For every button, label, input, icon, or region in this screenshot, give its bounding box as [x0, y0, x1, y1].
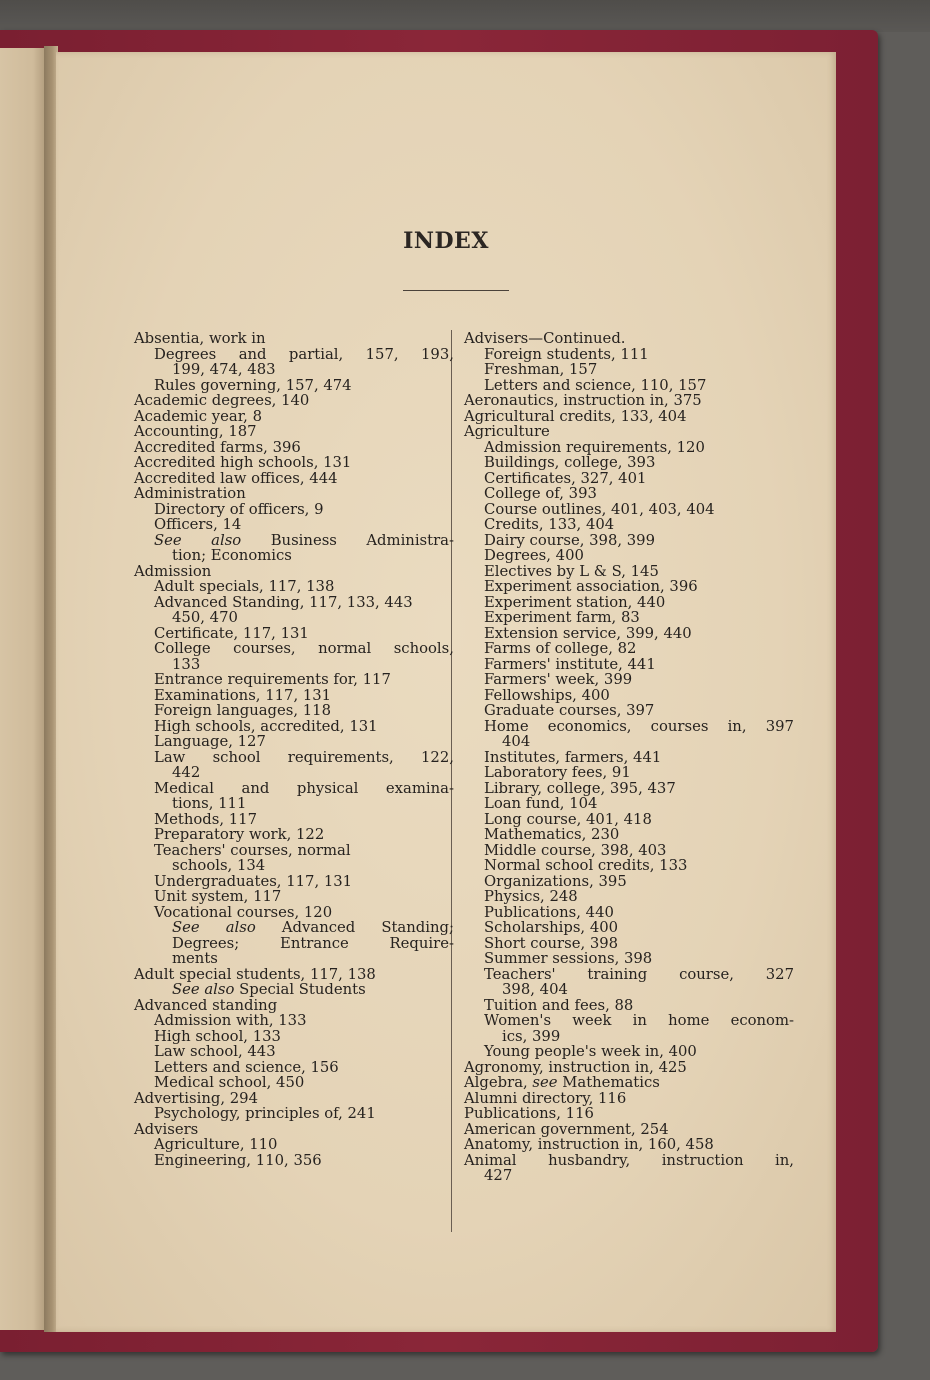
index-entry: Advisers—Continued. [464, 330, 626, 347]
index-entry: Institutes, farmers, 441 [484, 748, 662, 766]
index-entry: High schools, accredited, 131 [154, 717, 378, 735]
index-entry: Foreign languages, 118 [154, 702, 332, 719]
index-entry: tions, 111 [172, 795, 247, 812]
title-rule [403, 290, 509, 291]
index-entry: Loan fund, 104 [484, 795, 598, 812]
index-entry: Extension service, 399, 440 [484, 624, 692, 642]
index-entry: Language, 127 [154, 733, 266, 750]
index-entry: College courses, normal schools, [154, 640, 454, 657]
index-entry: Algebra, see Mathematics [464, 1074, 660, 1091]
index-entry: Adult special students, 117, 138 [134, 965, 376, 983]
index-entry: Accounting, 187 [134, 423, 257, 440]
index-entry: Buildings, college, 393 [484, 454, 656, 471]
index-entry: Anatomy, instruction in, 160, 458 [464, 1136, 714, 1153]
index-entry: Accredited high schools, 131 [134, 454, 352, 471]
index-entry: Adult specials, 117, 138 [154, 578, 335, 595]
index-column-right [464, 331, 794, 1184]
index-entry: Publications, 440 [484, 903, 614, 921]
index-entry: Advanced standing [134, 996, 278, 1014]
index-entry: Farms of college, 82 [484, 640, 637, 657]
index-entry: 442 [172, 764, 201, 781]
index-entry: See also Business Administra- [154, 531, 454, 549]
index-entry: Methods, 117 [154, 810, 258, 828]
index-entry: Accredited law offices, 444 [134, 469, 338, 487]
index-entry: Degrees; Entrance Require- [172, 934, 454, 952]
index-entry: Farmers' institute, 441 [484, 655, 656, 673]
index-entry: Young people's week in, 400 [484, 1043, 697, 1060]
index-entry: Administration [134, 485, 246, 502]
index-entry: Dairy course, 398, 399 [484, 531, 656, 549]
index-entry: Teachers' courses, normal [154, 841, 351, 859]
index-entry: 427 [484, 1167, 513, 1184]
index-entry: Medical school, 450 [154, 1074, 305, 1091]
index-entry: schools, 134 [172, 857, 266, 874]
index-entry: Admission requirements, 120 [484, 438, 705, 456]
index-entry: Certificate, 117, 131 [154, 624, 309, 642]
index-entry: Letters and science, 110, 157 [484, 376, 707, 394]
index-entry: Undergraduates, 117, 131 [154, 872, 353, 890]
index-entry: Agronomy, instruction in, 425 [464, 1058, 687, 1076]
index-entry: Home economics, courses in, 397 [484, 717, 794, 735]
previous-page-edge [0, 48, 44, 1330]
index-entry: Admission [134, 562, 212, 580]
index-entry: Alumni directory, 116 [464, 1089, 627, 1107]
index-entry: tion; Economics [172, 547, 292, 564]
index-entry: Accredited farms, 396 [134, 438, 301, 456]
index-entry: College of, 393 [484, 485, 597, 502]
index-entry: Admission with, 133 [154, 1012, 307, 1029]
index-entry: Letters and science, 156 [154, 1058, 339, 1076]
index-entry: 398, 404 [502, 981, 568, 998]
index-entry: Academic degrees, 140 [134, 392, 310, 409]
index-entry: Agriculture [464, 423, 550, 440]
index-entry: Advertising, 294 [134, 1089, 259, 1107]
index-entry: Examinations, 117, 131 [154, 686, 332, 704]
index-entry: High school, 133 [154, 1027, 281, 1045]
index-entry: Agriculture, 110 [154, 1136, 278, 1153]
index-entry: Teachers' training course, 327 [484, 965, 794, 983]
index-entry: Absentia, work in [134, 330, 266, 347]
index-entry: Experiment association, 396 [484, 578, 698, 595]
page-title: INDEX [403, 228, 489, 254]
index-entry: Vocational courses, 120 [154, 903, 333, 921]
index-entry: Advanced Standing, 117, 133, 443 [154, 593, 413, 611]
index-entry: Scholarships, 400 [484, 919, 619, 936]
index-entry: American government, 254 [464, 1120, 669, 1138]
index-entry: 199, 474, 483 [172, 361, 276, 378]
index-entry: See also Advanced Standing; [172, 919, 454, 936]
index-entry: Certificates, 327, 401 [484, 469, 647, 487]
index-entry: 450, 470 [172, 609, 238, 626]
index-entry: Organizations, 395 [484, 872, 627, 890]
index-entry: Law school requirements, 122, [154, 748, 454, 766]
index-entry: Farmers' week, 399 [484, 671, 633, 688]
index-entry: Electives by L & S, 145 [484, 562, 659, 580]
index-entry: Short course, 398 [484, 934, 619, 952]
index-entry: Normal school credits, 133 [484, 857, 688, 874]
index-entry: Laboratory fees, 91 [484, 764, 631, 781]
index-entry: Preparatory work, 122 [154, 826, 325, 843]
index-entry: 404 [502, 733, 531, 750]
index-entry: See also Special Students [172, 981, 366, 998]
index-entry: Physics, 248 [484, 888, 578, 905]
index-entry: Aeronautics, instruction in, 375 [464, 392, 702, 409]
index-entry: Psychology, principles of, 241 [154, 1105, 376, 1122]
index-entry: Advisers [134, 1120, 199, 1138]
index-entry: Long course, 401, 418 [484, 810, 652, 828]
index-page [56, 52, 836, 1332]
index-entry: Mathematics, 230 [484, 826, 620, 843]
index-entry: Animal husbandry, instruction in, [464, 1151, 794, 1169]
index-entry: Unit system, 117 [154, 888, 282, 905]
index-entry: ics, 399 [502, 1027, 561, 1045]
index-entry: Publications, 116 [464, 1105, 594, 1122]
index-entry: ments [172, 950, 218, 967]
index-entry: Middle course, 398, 403 [484, 841, 667, 859]
index-entry: Academic year, 8 [134, 407, 262, 425]
index-entry: Course outlines, 401, 403, 404 [484, 500, 715, 518]
index-entry: Engineering, 110, 356 [154, 1151, 322, 1169]
index-entry: Entrance requirements for, 117 [154, 671, 391, 688]
index-entry: Degrees and partial, 157, 193, [154, 345, 454, 363]
index-entry: Tuition and fees, 88 [484, 996, 634, 1014]
index-entry: Medical and physical examina- [154, 779, 454, 797]
index-entry: Law school, 443 [154, 1043, 276, 1060]
background-top [0, 0, 930, 32]
index-entry: Degrees, 400 [484, 547, 584, 564]
index-entry: Officers, 14 [154, 516, 242, 533]
index-entry: Experiment farm, 83 [484, 609, 640, 626]
index-entry: Directory of officers, 9 [154, 500, 324, 518]
index-column-left [134, 331, 454, 1168]
index-entry: Graduate courses, 397 [484, 702, 655, 719]
index-entry: Agricultural credits, 133, 404 [464, 407, 687, 425]
index-entry: Freshman, 157 [484, 361, 598, 378]
index-entry: Credits, 133, 404 [484, 516, 615, 533]
index-entry: Women's week in home econom- [484, 1012, 794, 1029]
index-entry: Fellowships, 400 [484, 686, 610, 704]
index-entry: 133 [172, 655, 201, 673]
index-entry: Library, college, 395, 437 [484, 779, 676, 797]
index-entry: Summer sessions, 398 [484, 950, 653, 967]
index-entry: Experiment station, 440 [484, 593, 666, 611]
index-entry: Rules governing, 157, 474 [154, 376, 352, 394]
index-entry: Foreign students, 111 [484, 345, 649, 363]
